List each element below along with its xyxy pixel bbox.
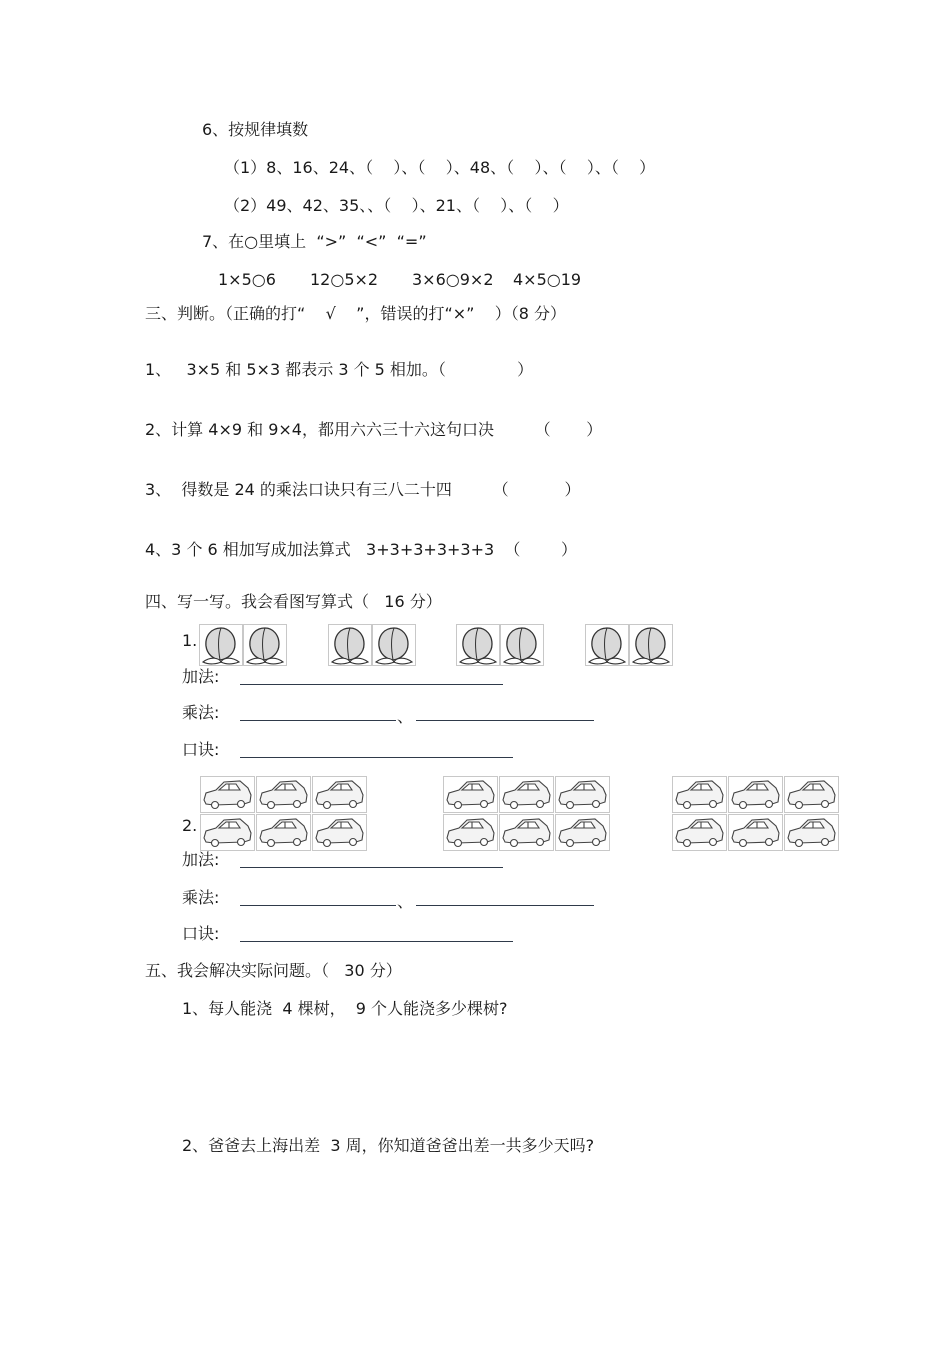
q2-mul-answer-line-1[interactable]	[240, 905, 396, 906]
q1-add-label: 加法:	[182, 667, 220, 686]
peach-icon	[501, 625, 544, 666]
q2-add-answer-line[interactable]	[240, 867, 503, 868]
picture-question-1-number: 1.	[182, 631, 198, 650]
picture-question-2-number: 2.	[182, 816, 198, 835]
q2-mul-label: 乘法:	[182, 888, 220, 907]
q6-title: 6、按规律填数	[202, 120, 309, 139]
judge-item-3: 3、 得数是 24 的乘法口诀只有三八二十四 （ ）	[145, 480, 581, 499]
peach-group-4	[585, 624, 673, 666]
q2-mul-separator: 、	[397, 892, 414, 911]
q2-verse-label: 口诀:	[182, 924, 220, 943]
car-group-3	[672, 776, 840, 852]
q1-add-answer-line[interactable]	[240, 684, 503, 685]
peach-group-2	[328, 624, 416, 666]
peach-icon	[200, 625, 243, 666]
judge-item-1: 1、 3×5 和 5×3 都表示 3 个 5 相加。（ ）	[145, 360, 534, 379]
q7-item-3: 3×6○9×2	[412, 270, 494, 289]
q7-item-2: 12○5×2	[310, 270, 379, 289]
section3-heading: 三、判断。（正确的打“ √ ”，错误的打“×” ）（8 分）	[145, 304, 567, 323]
q6-row-2: （2）49、42、35、、（ ）、21、（ ）、（ ）	[224, 196, 569, 215]
q1-verse-answer-line[interactable]	[240, 757, 513, 758]
q1-verse-label: 口诀:	[182, 740, 220, 759]
peach-icon	[630, 625, 673, 666]
q7-item-1: 1×5○6	[218, 270, 276, 289]
q1-mul-label: 乘法:	[182, 703, 220, 722]
q7-item-4: 4×5○19	[513, 270, 582, 289]
section4-heading: 四、写一写。我会看图写算式（ 16 分）	[145, 592, 442, 611]
peach-icon	[244, 625, 287, 666]
q7-title: 7、在○里填上 “>” “<” “=”	[202, 232, 427, 251]
q2-mul-answer-line-2[interactable]	[416, 905, 594, 906]
word-problem-1: 1、每人能浇 4 棵树， 9 个人能浇多少棵树?	[182, 999, 508, 1018]
judge-item-2: 2、计算 4×9 和 9×4，都用六六三十六这句口决 （ ）	[145, 420, 603, 439]
judge-item-4: 4、3 个 6 相加写成加法算式 3+3+3+3+3+3 （ ）	[145, 540, 578, 559]
peach-icon	[373, 625, 416, 666]
section5-heading: 五、我会解决实际问题。（ 30 分）	[145, 961, 402, 980]
q1-mul-separator: 、	[397, 707, 414, 726]
peach-group-1	[199, 624, 287, 666]
peach-icon	[457, 625, 500, 666]
q1-mul-answer-line-1[interactable]	[240, 720, 396, 721]
car-icon	[443, 776, 611, 852]
q2-add-label: 加法:	[182, 850, 220, 869]
peach-group-3	[456, 624, 544, 666]
peach-icon	[329, 625, 372, 666]
car-group-1	[200, 776, 368, 852]
car-icon	[200, 776, 368, 852]
car-icon	[672, 776, 840, 852]
q2-verse-answer-line[interactable]	[240, 941, 513, 942]
q6-row-1: （1）8、16、24、（ ）、（ ）、48、（ ）、（ ）、（ ）	[224, 158, 656, 177]
q1-mul-answer-line-2[interactable]	[416, 720, 594, 721]
car-group-2	[443, 776, 611, 852]
word-problem-2: 2、爸爸去上海出差 3 周，你知道爸爸出差一共多少天吗?	[182, 1136, 595, 1155]
peach-icon	[586, 625, 629, 666]
